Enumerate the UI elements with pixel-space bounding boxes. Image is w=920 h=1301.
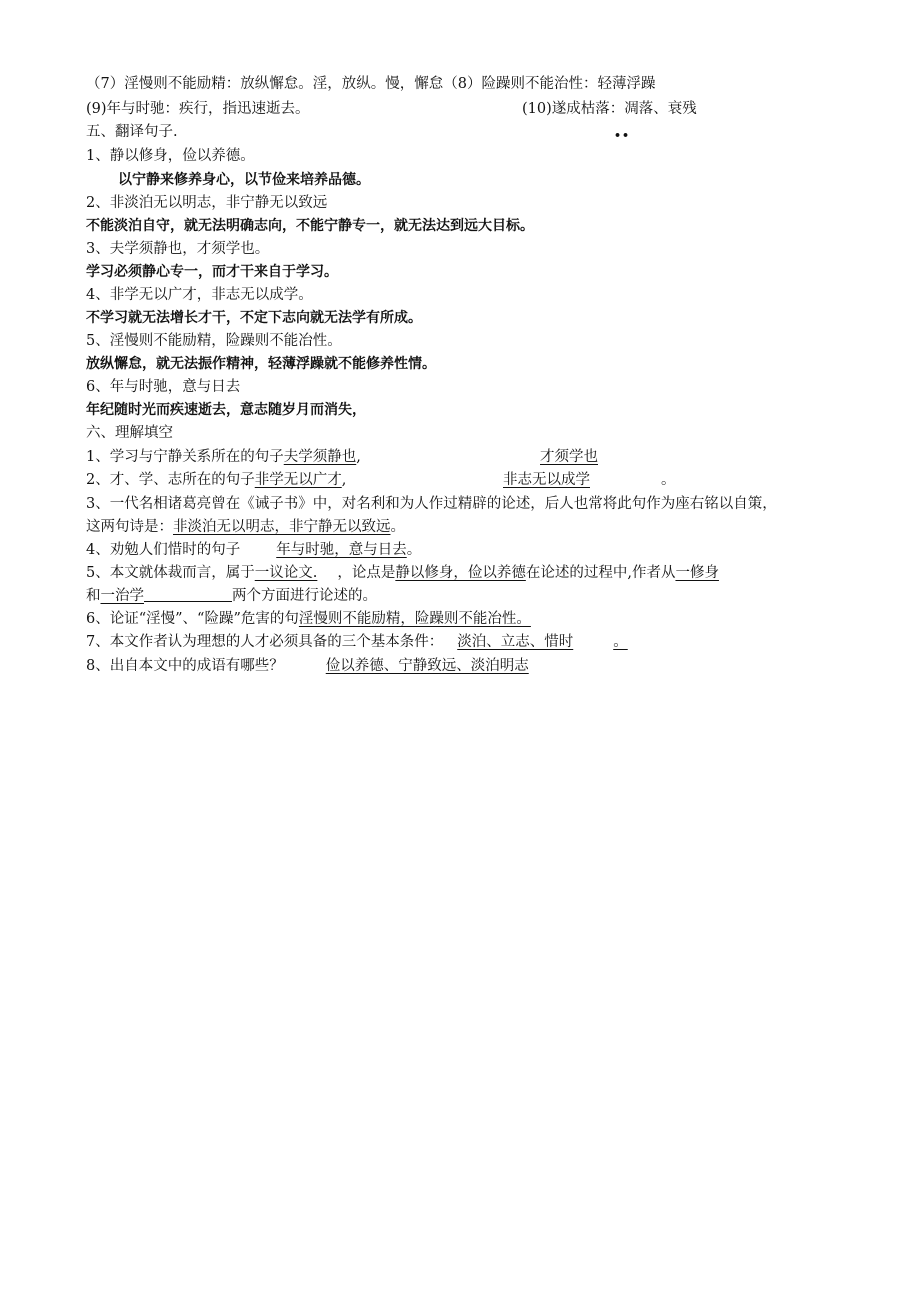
- fill-q5-mid-1: ，论点是: [337, 565, 396, 581]
- fill-question-3-line-1: 3、一代名相诸葛亮曾在《诫子书》中，对名利和为人作过精辟的论述，后人也常将此句作为座右铭以自策，: [86, 496, 777, 512]
- fill-q2-prefix: 2、才、学、志所在的句子: [86, 472, 255, 488]
- fill-question-4: [86, 539, 421, 562]
- fill-q1-comma: ,: [356, 449, 361, 465]
- translate-answer-1: 以宁静来修养身心，以节俭来培养品德。: [118, 172, 370, 188]
- fill-q4-prefix: 4、劝勉人们惜时的句子: [86, 542, 241, 558]
- fill-q3-answer: 非淡泊无以明志，非宁静无以致远: [173, 519, 391, 535]
- translate-answer-3: 学习必须静心专一，而才干来自于学习。: [86, 264, 338, 280]
- fill-q5-line2-prefix: 和: [86, 588, 101, 604]
- translate-answer-6: 年纪随时光而疾速逝去，意志随岁月而消失，: [86, 402, 366, 418]
- fill-q1-prefix: 1、学习与宁静关系所在的句子: [86, 449, 284, 465]
- fill-q5-line2-end: 两个方面进行论述的。: [232, 588, 377, 604]
- fill-q6-prefix: 6、论证“淫慢”、“险躁”危害的句: [86, 611, 299, 627]
- translate-question-2: 2、非淡泊无以明志，非宁静无以致远: [86, 195, 328, 211]
- fill-q7-prefix: 7、本文作者认为理想的人才必须具备的三个基本条件：: [86, 634, 444, 650]
- fill-q5-mid-2: 在论述的过程中,作者从: [525, 565, 676, 581]
- emphasis-dots: ••: [614, 129, 631, 142]
- fill-question-8: [86, 655, 529, 678]
- fill-q8-prefix: 8、出自本文中的成语有哪些？: [86, 658, 284, 674]
- translate-question-5: 5、淫慢则不能励精，险躁则不能冶性。: [86, 333, 342, 349]
- fill-q5-answer-4: 一治学: [100, 588, 144, 604]
- fill-q5-blank: [144, 586, 232, 602]
- fill-q5-answer-2: 静以修身，俭以养德: [395, 565, 526, 581]
- fill-q2-answer-2: 非志无以成学: [503, 472, 590, 488]
- fill-q4-end: 。: [406, 542, 422, 558]
- translate-question-4: 4、非学无以广才，非志无以成学。: [86, 287, 313, 303]
- fill-q7-end: 。: [613, 634, 628, 650]
- fill-q1-answer-1: 夫学须静也: [283, 449, 357, 465]
- translate-answer-2: 不能淡泊自守，就无法明确志向，不能宁静专一，就无法达到远大目标。: [86, 218, 534, 234]
- translate-answer-5: 放纵懈怠，就无法振作精神，轻薄浮躁就不能修养性情。: [86, 356, 436, 372]
- fill-question-6: [86, 608, 531, 631]
- fill-q1-answer-2: 才须学也: [540, 449, 598, 465]
- translate-answer-4: 不学习就无法增长才干，不定下志向就无法学有所成。: [86, 310, 422, 326]
- translate-question-6: 6、年与时驰，意与日去: [86, 379, 241, 395]
- fill-q4-answer: 年与时驰，意与日去: [276, 542, 407, 558]
- fill-question-1: [86, 446, 361, 469]
- fill-q2-end: 。: [661, 472, 676, 488]
- fill-question-3-line-2: [86, 516, 405, 539]
- vocab-line-7-8: （7）淫慢则不能励精：放纵懈怠。淫，放纵。慢，懈怠（8）险躁则不能治性：轻薄浮躁: [86, 76, 656, 92]
- translate-question-3: 3、夫学须静也，才须学也。: [86, 241, 270, 257]
- fill-q7-answer: 淡泊、立志、惜时: [457, 634, 574, 650]
- fill-q5-prefix: 5、本文就体裁而言，属于: [86, 565, 255, 581]
- vocab-line-9: (9)年与时驰：疾行，指迅速逝去。: [86, 101, 310, 117]
- translate-question-1: 1、静以修身，俭以养德。: [86, 148, 255, 164]
- vocab-line-10: (10)遂成枯落：凋落、衰残: [522, 101, 697, 117]
- fill-q2-answer-1: 非学无以广才: [254, 472, 342, 488]
- fill-q2-comma: ,: [341, 472, 347, 488]
- fill-question-7: [86, 631, 628, 654]
- fill-q5-answer-3: 一修身: [675, 565, 719, 581]
- fill-q8-answer: 俭以养德、宁静致远、淡泊明志: [325, 658, 529, 674]
- fill-question-2: [86, 469, 346, 492]
- fill-q3-end: 。: [390, 519, 405, 535]
- fill-question-5-line-2: [86, 585, 377, 608]
- fill-q6-answer: 淫慢则不能励精，险躁则不能冶性。: [298, 611, 531, 627]
- section-heading-fill: 六、理解填空: [86, 425, 173, 441]
- fill-question-5-line-1: [86, 562, 719, 585]
- fill-q5-answer-1: 一议论文.: [254, 565, 318, 581]
- section-heading-translate: 五、翻译句子.: [86, 124, 178, 140]
- fill-q3-prefix: 这两句诗是：: [86, 519, 173, 535]
